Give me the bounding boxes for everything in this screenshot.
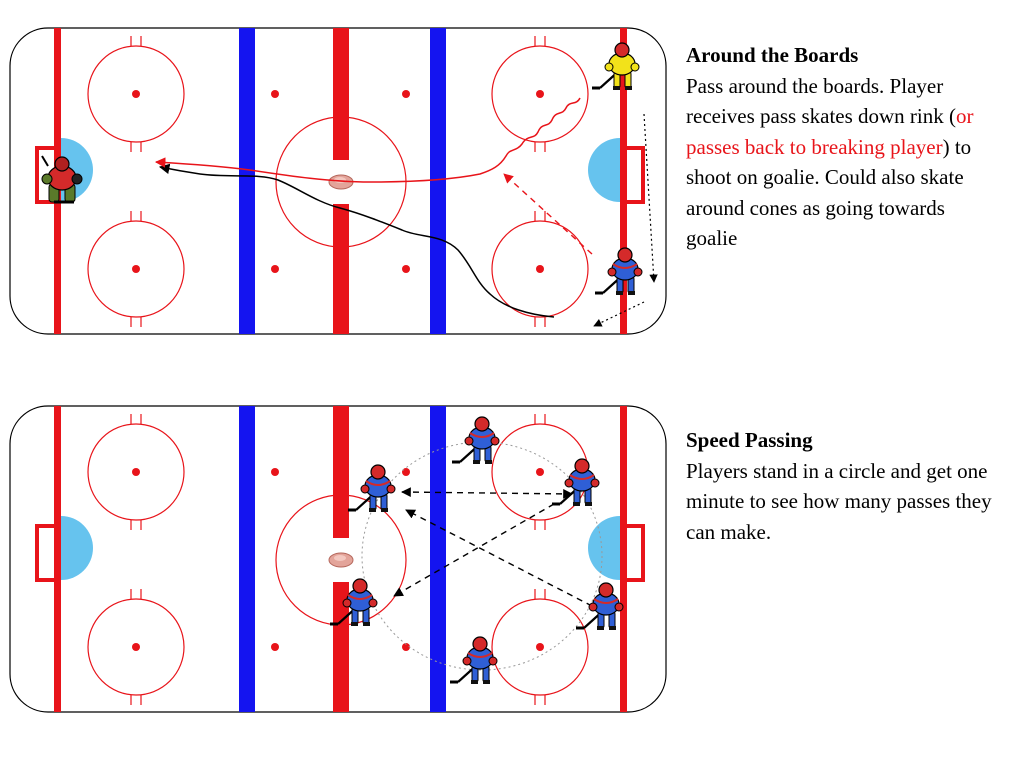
drill-text-highlight: or passes back to breaking player	[686, 104, 974, 159]
drill-description-speed-passing	[686, 425, 996, 547]
rink-speed-passing	[10, 406, 666, 712]
puck-icon	[329, 553, 353, 567]
rink-around-the-boards	[10, 28, 666, 334]
drill-text-part: Pass around the boards. Player receives pass skates down rink (	[686, 73, 957, 128]
drill-text: Players stand in a circle and get one minute to see how many passes they can make.	[686, 458, 992, 544]
drill-text-part: ) to shoot on goalie. Could also skate around cones as going towards goalie	[686, 134, 972, 250]
drill-description-around-the-boards	[686, 40, 996, 254]
drill-title: Speed Passing	[686, 428, 813, 452]
drill-title: Around the Boards	[686, 43, 859, 67]
